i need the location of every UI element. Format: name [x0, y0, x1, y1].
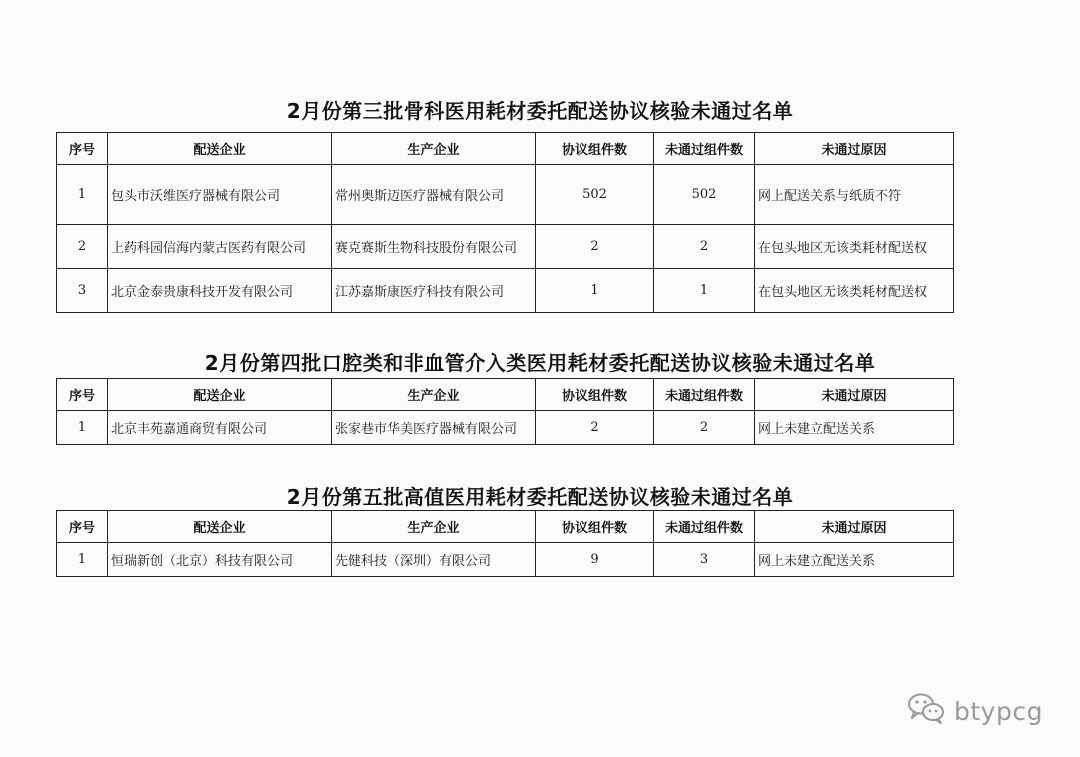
wechat-icon	[906, 692, 946, 730]
col-no-header: 序号	[57, 379, 108, 411]
row-manufacturer: 江苏嘉斯康医疗科技有限公司	[332, 269, 536, 313]
col-manufacturer-header: 生产企业	[332, 511, 536, 543]
row-reason: 网上配送关系与纸质不符	[755, 165, 954, 225]
col-manufacturer-header: 生产企业	[332, 133, 536, 165]
col-no-header: 序号	[57, 133, 108, 165]
row-distributor: 北京金泰贵康科技开发有限公司	[108, 269, 332, 313]
col-reason-header: 未通过原因	[755, 379, 954, 411]
row-failed: 3	[654, 543, 755, 577]
row-agreement: 9	[536, 543, 654, 577]
row-no: 1	[57, 165, 108, 225]
table-row	[57, 543, 954, 577]
row-agreement: 2	[536, 411, 654, 445]
section-2-title: 2月份第四批口腔类和非血管介入类医用耗材委托配送协议核验未通过名单	[204, 351, 876, 375]
row-agreement: 2	[536, 225, 654, 269]
row-distributor: 北京丰苑嘉通商贸有限公司	[108, 411, 332, 445]
table-row	[57, 225, 954, 269]
col-reason-header: 未通过原因	[755, 133, 954, 165]
col-failed-header: 未通过组件数	[654, 133, 755, 165]
watermark-text: btypcg	[954, 696, 1043, 726]
col-distributor-header: 配送企业	[108, 379, 332, 411]
row-reason: 在包头地区无该类耗材配送权	[755, 269, 954, 313]
row-reason: 网上未建立配送关系	[755, 411, 954, 445]
row-manufacturer: 常州奥斯迈医疗器械有限公司	[332, 165, 536, 225]
col-failed-header: 未通过组件数	[654, 511, 755, 543]
table-header-row	[57, 511, 954, 543]
table-row	[57, 165, 954, 225]
col-distributor-header: 配送企业	[108, 133, 332, 165]
row-failed: 1	[654, 269, 755, 313]
col-reason-header: 未通过原因	[755, 511, 954, 543]
row-no: 3	[57, 269, 108, 313]
row-distributor: 恒瑞新创（北京）科技有限公司	[108, 543, 332, 577]
row-no: 1	[57, 543, 108, 577]
section-1-table	[56, 132, 954, 313]
col-manufacturer-header: 生产企业	[332, 379, 536, 411]
row-failed: 502	[654, 165, 755, 225]
row-reason: 在包头地区无该类耗材配送权	[755, 225, 954, 269]
row-distributor: 上药科园信海内蒙古医药有限公司	[108, 225, 332, 269]
row-distributor: 包头市沃维医疗器械有限公司	[108, 165, 332, 225]
col-distributor-header: 配送企业	[108, 511, 332, 543]
row-no: 1	[57, 411, 108, 445]
row-manufacturer: 赛克赛斯生物科技股份有限公司	[332, 225, 536, 269]
row-failed: 2	[654, 411, 755, 445]
col-failed-header: 未通过组件数	[654, 379, 755, 411]
col-agreement-header: 协议组件数	[536, 379, 654, 411]
row-agreement: 1	[536, 269, 654, 313]
row-agreement: 502	[536, 165, 654, 225]
section-3-table	[56, 510, 954, 577]
section-2-table	[56, 378, 954, 445]
section-3-title: 2月份第五批高值医用耗材委托配送协议核验未通过名单	[286, 485, 794, 509]
col-agreement-header: 协议组件数	[536, 133, 654, 165]
col-no-header: 序号	[57, 511, 108, 543]
watermark	[906, 692, 1043, 730]
table-row	[57, 411, 954, 445]
row-reason: 网上未建立配送关系	[755, 543, 954, 577]
row-manufacturer: 张家巷市华美医疗器械有限公司	[332, 411, 536, 445]
row-failed: 2	[654, 225, 755, 269]
section-1-title: 2月份第三批骨科医用耗材委托配送协议核验未通过名单	[286, 99, 794, 123]
row-manufacturer: 先健科技（深圳）有限公司	[332, 543, 536, 577]
table-header-row	[57, 133, 954, 165]
col-agreement-header: 协议组件数	[536, 511, 654, 543]
table-header-row	[57, 379, 954, 411]
table-row	[57, 269, 954, 313]
row-no: 2	[57, 225, 108, 269]
